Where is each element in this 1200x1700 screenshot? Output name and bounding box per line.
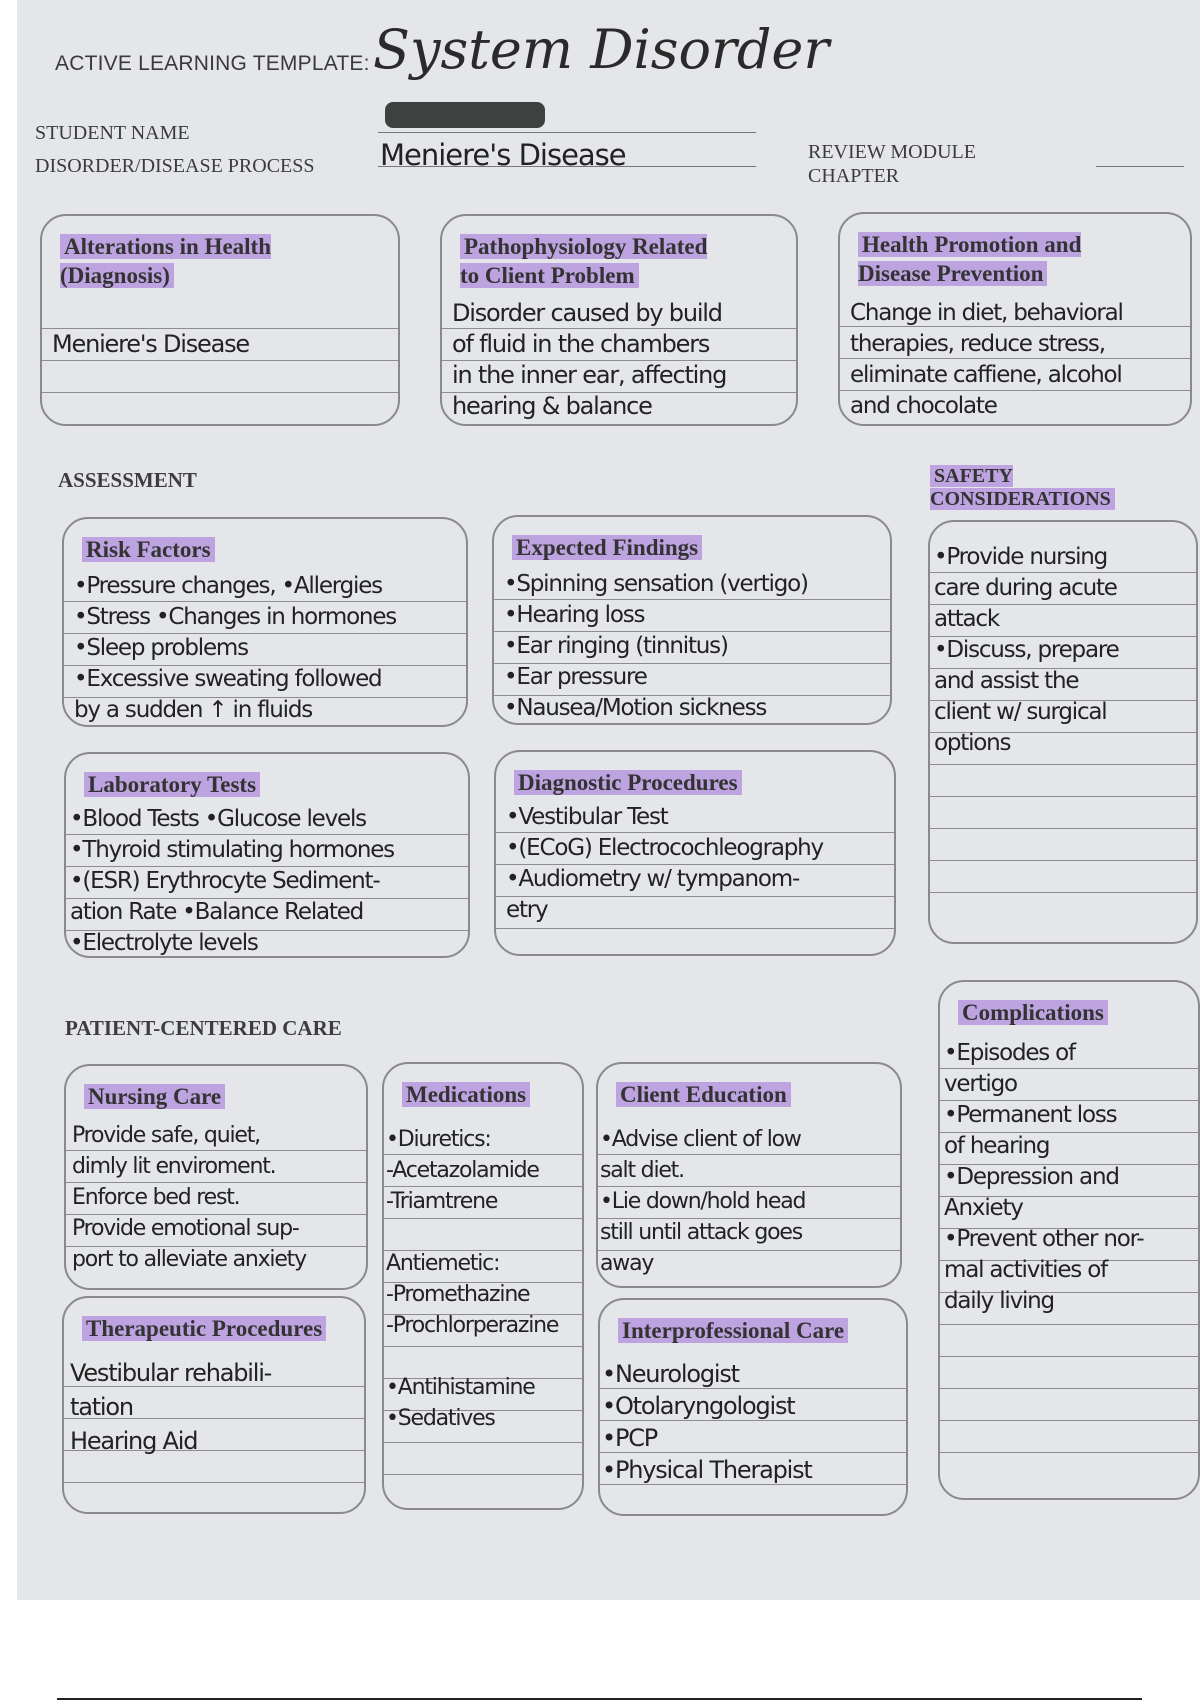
box-title: Client Education	[616, 1080, 791, 1109]
handwritten-line: •Prevent other nor-	[944, 1226, 1144, 1252]
handwritten-line: •Spinning sensation (vertigo)	[504, 571, 808, 597]
handwritten-line: Enforce bed rest.	[72, 1185, 240, 1210]
box-title: Complications	[958, 998, 1108, 1027]
handwritten-line: Antiemetic:	[386, 1251, 500, 1276]
handwritten-line: attack	[934, 606, 999, 632]
box-content	[70, 1356, 358, 1458]
box-health-promotion	[838, 212, 1192, 426]
box-title: Nursing Care	[84, 1082, 225, 1111]
template-label: ACTIVE LEARNING TEMPLATE:	[55, 52, 370, 75]
box-title: Alterations in Health (Diagnosis)	[60, 234, 271, 288]
handwritten-line: tation	[70, 1393, 133, 1421]
handwritten-line: •Hearing loss	[504, 602, 645, 628]
student-name-label: STUDENT NAME	[35, 122, 190, 144]
handwritten-line: options	[934, 730, 1011, 756]
handwritten-line: ation Rate •Balance Related	[70, 899, 364, 925]
handwritten-line: •Electrolyte levels	[70, 930, 258, 956]
box-content	[70, 804, 462, 958]
box-medications	[382, 1062, 584, 1510]
box-title: Expected Findings	[512, 533, 702, 562]
handwritten-line: dimly lit enviroment.	[72, 1154, 276, 1179]
handwritten-line: Disorder caused by build	[452, 299, 722, 327]
handwritten-line: Vestibular rehabili-	[70, 1359, 272, 1387]
handwritten-line: •Depression and	[944, 1164, 1119, 1190]
handwritten-line: -Triamtrene	[386, 1189, 498, 1214]
box-content	[934, 542, 1190, 759]
box-content	[74, 571, 460, 726]
safety-considerations-title: SAFETY CONSIDERATIONS	[930, 465, 1115, 511]
handwritten-line: •Diuretics:	[386, 1127, 491, 1152]
box-client-education	[596, 1062, 902, 1288]
handwritten-line: -Acetazolamide	[386, 1158, 539, 1183]
disorder-value: Meniere's Disease	[380, 138, 626, 172]
box-diagnostic-procedures	[494, 750, 896, 956]
box-content	[504, 569, 884, 724]
box-interprofessional-care	[598, 1298, 908, 1516]
handwritten-line: hearing & balance	[452, 392, 652, 420]
handwritten-line: daily living	[944, 1288, 1054, 1314]
template-title: System Disorder	[373, 18, 830, 81]
handwritten-line: of hearing	[944, 1133, 1050, 1159]
handwritten-line: mal activities of	[944, 1257, 1107, 1283]
box-content	[52, 329, 392, 360]
box-content	[850, 298, 1184, 422]
handwritten-line: •Advise client of low	[600, 1127, 801, 1152]
handwritten-line: •Ear pressure	[504, 664, 647, 690]
box-content	[72, 1120, 360, 1275]
handwritten-line: •Sleep problems	[74, 635, 248, 661]
handwritten-line: by a sudden ↑ in fluids	[74, 697, 313, 723]
handwritten-line: Provide safe, quiet,	[72, 1123, 260, 1148]
handwritten-line: •Stress •Changes in hormones	[74, 604, 397, 630]
box-complications	[938, 980, 1200, 1500]
box-nursing-care	[64, 1064, 368, 1290]
box-content	[600, 1124, 894, 1279]
handwritten-line: etry	[506, 897, 548, 923]
handwritten-line: and assist the	[934, 668, 1079, 694]
box-content	[506, 802, 888, 926]
handwritten-line	[386, 1217, 576, 1248]
handwritten-line: •Provide nursing	[934, 544, 1108, 570]
box-title: Pathophysiology Related to Client Problem	[460, 234, 708, 288]
handwritten-line: away	[600, 1251, 654, 1276]
handwritten-line: port to alleviate anxiety	[72, 1247, 306, 1272]
handwritten-line: •Discuss, prepare	[934, 637, 1119, 663]
review-module-line	[1096, 166, 1184, 167]
handwritten-line: -Prochlorperazine	[386, 1313, 559, 1338]
box-expected-findings	[492, 515, 892, 725]
box-title: Medications	[402, 1080, 530, 1109]
handwritten-line: Change in diet, behavioral	[850, 300, 1123, 326]
box-content	[452, 298, 790, 422]
handwritten-line: •Pressure changes, •Allergies	[74, 573, 382, 599]
handwritten-line	[386, 1341, 576, 1372]
handwritten-line: •Neurologist	[602, 1360, 739, 1388]
handwritten-line: •Excessive sweating followed	[74, 666, 382, 692]
handwritten-line: -Promethazine	[386, 1282, 530, 1307]
handwritten-line: client w/ surgical	[934, 699, 1107, 725]
section-patient-centered-care: PATIENT-CENTERED CARE	[65, 1016, 342, 1040]
box-therapeutic-procedures	[62, 1296, 366, 1514]
student-name-line	[378, 132, 756, 133]
handwritten-line: therapies, reduce stress,	[850, 331, 1105, 357]
handwritten-line: •Antihistamine	[386, 1375, 535, 1400]
handwritten-line: •Sedatives	[386, 1406, 495, 1431]
handwritten-line: •(ECoG) Electrocochleography	[506, 835, 823, 861]
box-title: Interprofessional Care	[618, 1316, 848, 1345]
handwritten-line: •Thyroid stimulating hormones	[70, 837, 394, 863]
box-title: Laboratory Tests	[84, 770, 260, 799]
handwritten-line: Hearing Aid	[70, 1427, 198, 1455]
handwritten-line: •Permanent loss	[944, 1102, 1117, 1128]
disorder-label: DISORDER/DISEASE PROCESS	[35, 155, 315, 177]
box-alterations-in-health	[40, 214, 400, 426]
handwritten-line: •Episodes of	[944, 1040, 1075, 1066]
box-content	[386, 1124, 576, 1434]
handwritten-line: in the inner ear, affecting	[452, 361, 727, 389]
handwritten-line: •Ear ringing (tinnitus)	[504, 633, 728, 659]
box-title: Risk Factors	[82, 535, 215, 564]
box-laboratory-tests	[64, 752, 470, 958]
box-content	[944, 1038, 1192, 1317]
box-content	[602, 1358, 900, 1486]
handwritten-line: Provide emotional sup-	[72, 1216, 299, 1241]
handwritten-line: •Blood Tests •Glucose levels	[70, 806, 366, 832]
section-assessment: ASSESSMENT	[58, 468, 197, 492]
review-module-label: REVIEW MODULE CHAPTER	[808, 141, 976, 187]
box-pathophysiology	[440, 214, 798, 426]
box-title: Therapeutic Procedures	[82, 1314, 326, 1343]
handwritten-line: •Otolaryngologist	[602, 1392, 795, 1420]
handwritten-line: eliminate caffiene, alcohol	[850, 362, 1122, 388]
handwritten-line: •Audiometry w/ tympanom-	[506, 866, 800, 892]
handwritten-line: care during acute	[934, 575, 1117, 601]
handwritten-line: •Lie down/hold head	[600, 1189, 806, 1214]
box-risk-factors	[62, 517, 468, 727]
box-safety-considerations	[928, 520, 1198, 944]
redacted-name-mark	[385, 102, 545, 128]
handwritten-line: vertigo	[944, 1071, 1017, 1097]
handwritten-line: •Nausea/Motion sickness	[504, 695, 767, 721]
handwritten-line: and chocolate	[850, 393, 997, 419]
handwritten-line: •Physical Therapist	[602, 1456, 812, 1484]
box-title: Diagnostic Procedures	[514, 768, 742, 797]
box-title: Health Promotion and Disease Prevention	[858, 232, 1082, 286]
handwritten-line: •Vestibular Test	[506, 804, 668, 830]
handwritten-line: Anxiety	[944, 1195, 1023, 1221]
handwritten-line: Meniere's Disease	[52, 330, 249, 358]
handwritten-line: •(ESR) Erythrocyte Sediment-	[70, 868, 380, 894]
handwritten-line: of fluid in the chambers	[452, 330, 710, 358]
handwritten-line: still until attack goes	[600, 1220, 803, 1245]
handwritten-line: salt diet.	[600, 1158, 684, 1183]
disorder-line	[378, 166, 756, 167]
handwritten-line: •PCP	[602, 1424, 658, 1452]
